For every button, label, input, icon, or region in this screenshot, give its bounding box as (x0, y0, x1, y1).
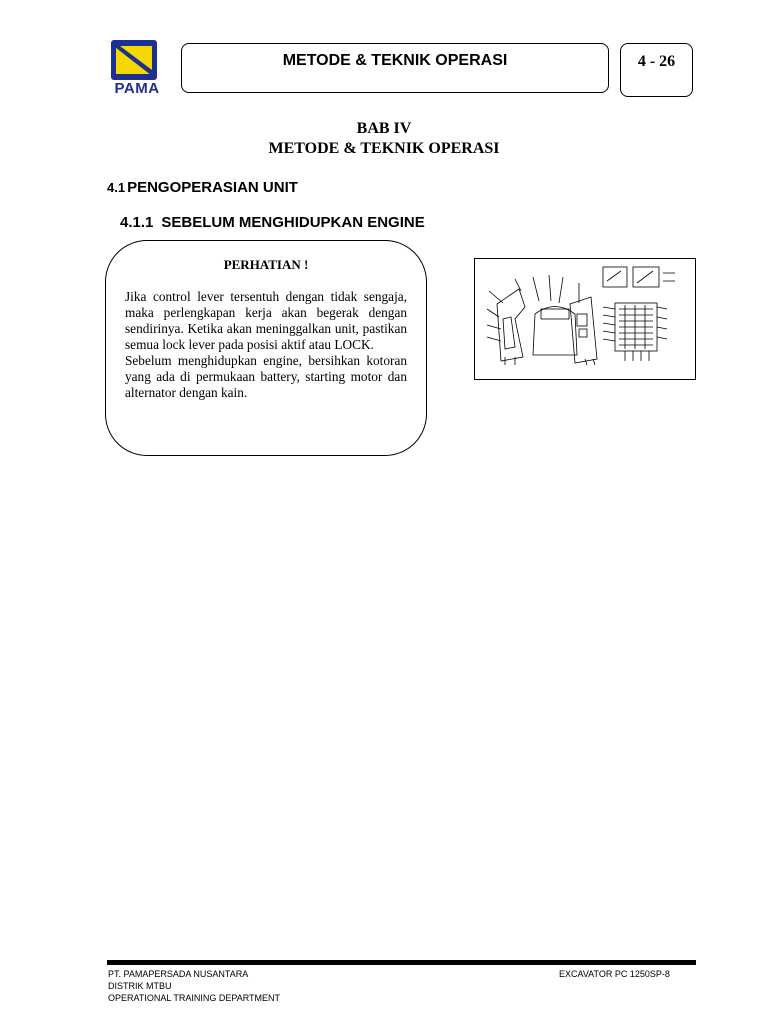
footer-company: PT. PAMAPERSADA NUSANTARA (108, 969, 249, 979)
footer-district: DISTRIK MTBU (108, 981, 172, 991)
section-heading-4-1-1 (120, 214, 425, 231)
cab-controls-diagram (474, 258, 696, 380)
footer-model: EXCAVATOR PC 1250SP-8 (559, 969, 670, 979)
page-number: 4 - 26 (637, 53, 676, 70)
section-number: 4.1.1 (120, 214, 154, 231)
notice-box (105, 240, 427, 456)
section-title: SEBELUM MENGHIDUPKAN ENGINE (161, 214, 425, 231)
footer-rule (107, 960, 696, 965)
footer-department: OPERATIONAL TRAINING DEPARTMENT (108, 993, 281, 1003)
chapter-title: METODE & TEKNIK OPERASI (268, 140, 500, 157)
switch-panel-drawing (603, 267, 675, 361)
section-title: PENGOPERASIAN UNIT (127, 179, 298, 196)
section-heading-4-1 (107, 179, 298, 196)
footer-company-block (108, 968, 280, 1004)
notice-title: PERHATIAN ! (223, 257, 309, 272)
page-number-box (620, 43, 693, 97)
operator-cab-drawing (487, 275, 597, 365)
header-title: METODE & TEKNIK OPERASI (282, 52, 508, 69)
pama-logo (105, 40, 169, 98)
logo-emblem-icon (111, 40, 157, 80)
header-title-box (181, 43, 609, 93)
notice-body (125, 289, 407, 401)
logo-text: PAMA (114, 80, 160, 97)
notice-paragraph: Jika control lever tersentuh dengan tidak sengaja, maka perlengkapan kerja akan begerak dengan sendirinya. Ketika akan meninggalkan unit, pastikan semua lock lever pada posisi aktif atau LOCK. (125, 289, 407, 352)
notice-paragraph: Sebelum menghidupkan engine, bersihkan kotoran yang ada di permukaan battery, starting motor dan alternator dengan kain. (125, 353, 407, 400)
chapter-label: BAB IV (356, 120, 412, 137)
section-number: 4.1 (107, 180, 126, 195)
